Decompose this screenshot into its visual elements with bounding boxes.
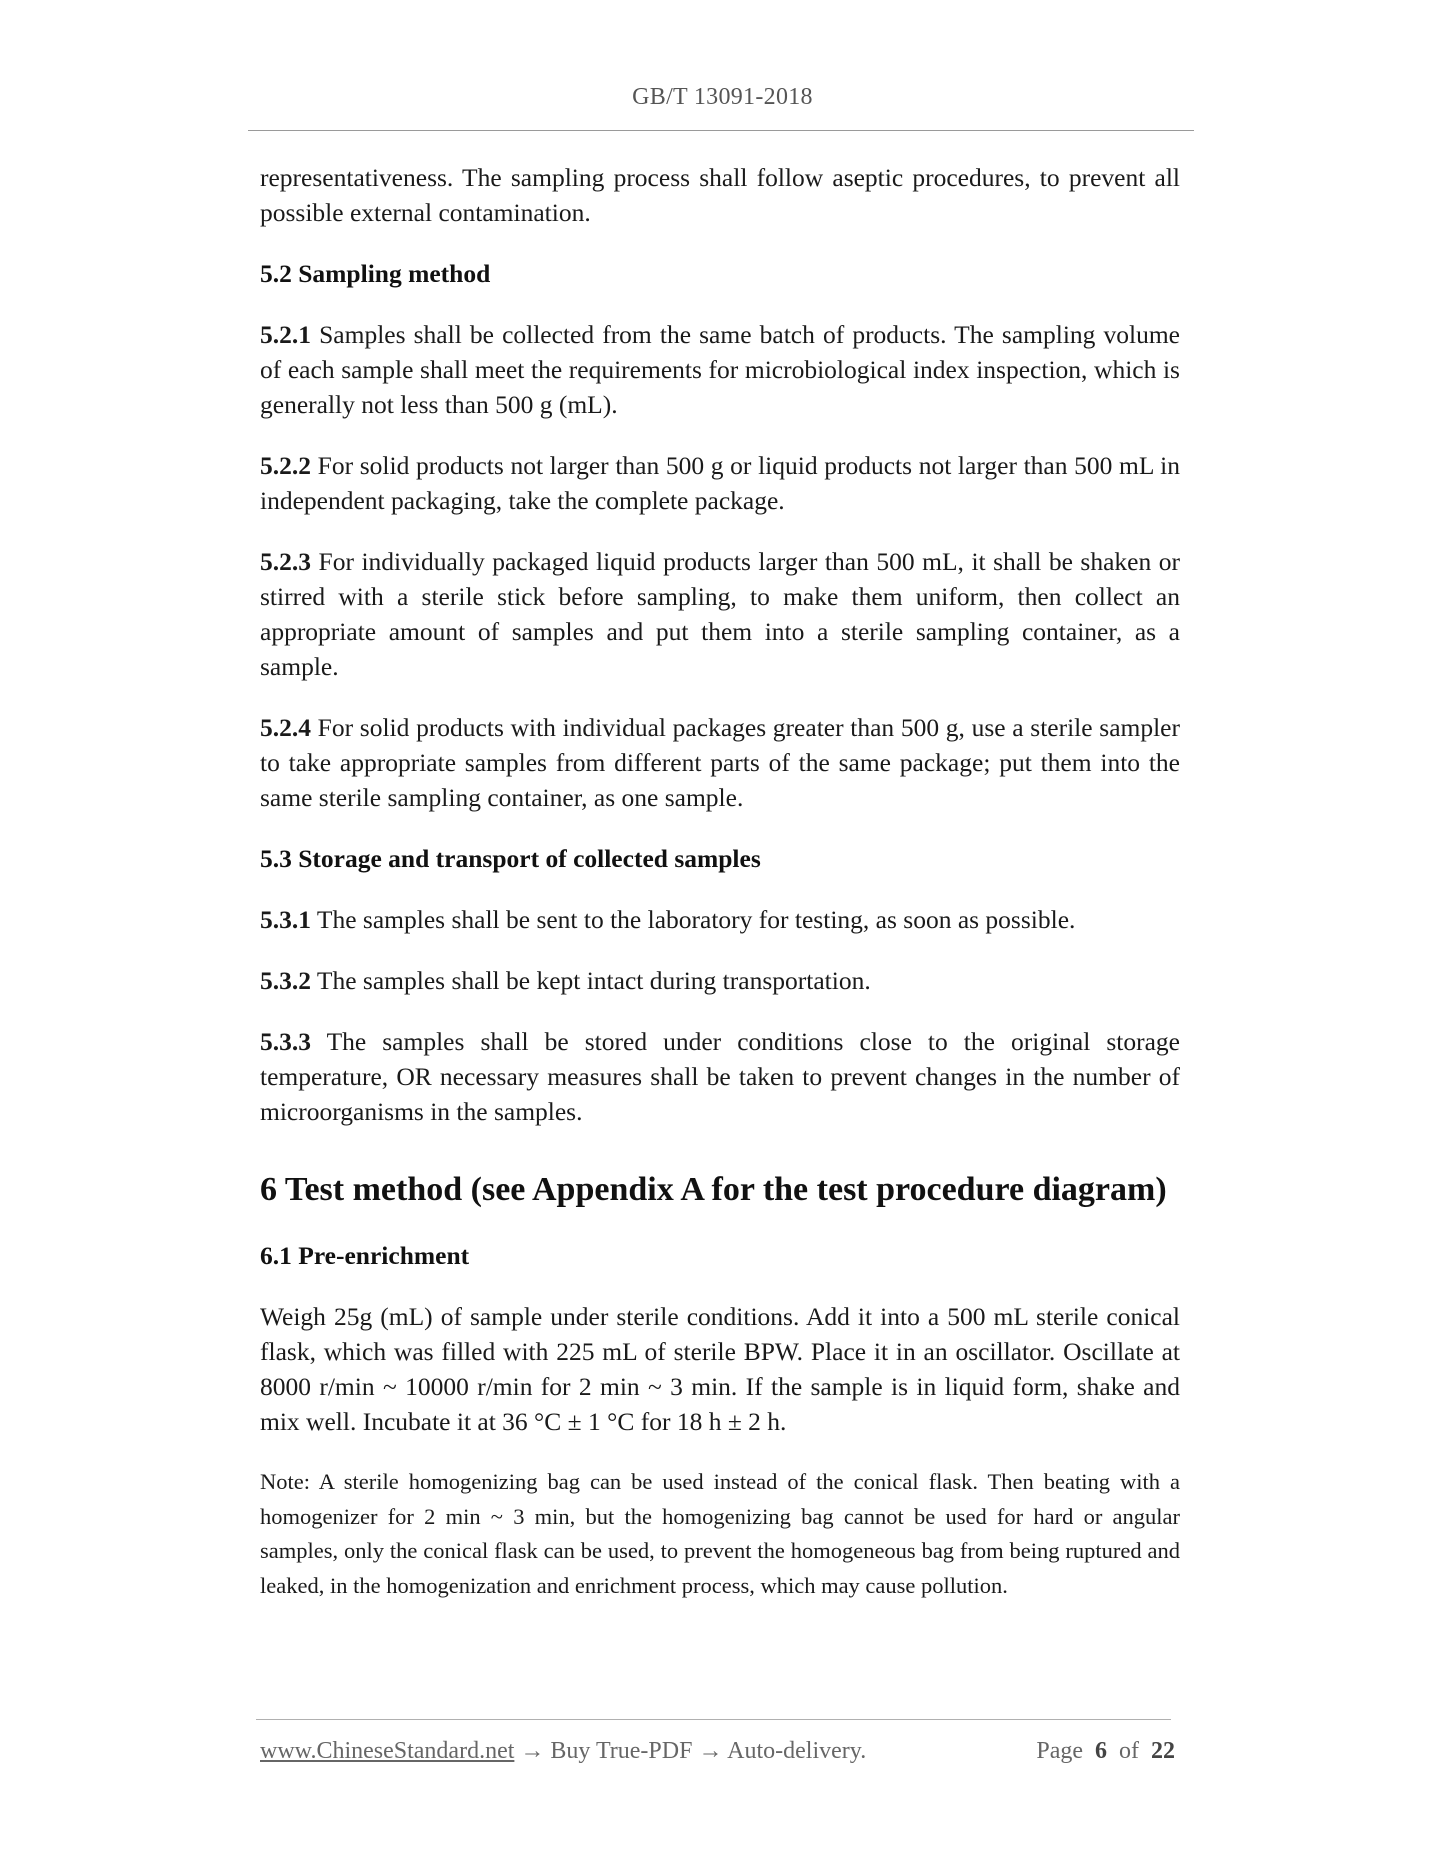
website-link[interactable]: www.ChineseStandard.net	[260, 1738, 515, 1764]
clause-5-3-1	[260, 902, 1180, 937]
clause-5-3-3	[260, 1024, 1180, 1129]
page-footer	[260, 1738, 1175, 1772]
total-pages: 22	[1151, 1738, 1175, 1764]
clause-number: 5.2.3	[260, 547, 311, 576]
clause-text: For individually packaged liquid products larger than 500 mL, it shall be shaken or stirred with a sterile stick before sampling, to make them uniform, then collect an appropriate amount of samples and put them into a sterile sampling container, as a sample.	[260, 547, 1180, 681]
clause-5-2-1	[260, 317, 1180, 422]
buy-pdf-text: Buy True-PDF	[550, 1738, 693, 1764]
page-content	[260, 160, 1180, 1603]
heading-5-3: 5.3 Storage and transport of collected samples	[260, 844, 761, 873]
clause-text: For solid products with individual packages greater than 500 g, use a sterile sampler to take appropriate samples from different parts of the same package; put them into the same sterile sampling container, as one sample.	[260, 713, 1180, 812]
clause-5-3-2	[260, 963, 1180, 998]
of-label: of	[1119, 1738, 1139, 1764]
clause-number: 5.2.1	[260, 320, 311, 349]
clause-text: The samples shall be kept intact during transportation.	[311, 966, 871, 995]
arrow-icon: →	[514, 1738, 551, 1764]
header-divider	[248, 130, 1194, 131]
paragraph-6-1: Weigh 25g (mL) of sample under sterile conditions. Add it into a 500 mL sterile conical flask, which was filled with 225 mL of sterile BPW. Place it in an oscillator. Oscillate at 8000 r/min ~ 10000 r/min for 2 min ~ 3 min. If the sample is in liquid form, shake and mix well. Incubate it at 36 °C ± 1 °C for 18 h ± 2 h.	[260, 1302, 1180, 1436]
header-standard-number: GB/T 13091-2018	[632, 84, 813, 110]
clause-number: 5.2.2	[260, 451, 311, 480]
auto-delivery-text: Auto-delivery.	[727, 1738, 867, 1764]
clause-number: 5.3.2	[260, 966, 311, 995]
clause-number: 5.3.1	[260, 905, 311, 934]
arrow-icon: →	[692, 1738, 728, 1764]
heading-6-1: 6.1 Pre-enrichment	[260, 1241, 470, 1270]
page-label: Page	[1036, 1738, 1083, 1764]
current-page: 6	[1095, 1738, 1107, 1764]
clause-text: The samples shall be sent to the laboratory for testing, as soon as possible.	[311, 905, 1076, 934]
note-paragraph: Note: A sterile homogenizing bag can be used instead of the conical flask. Then beating with a homogenizer for 2 min ~ 3 min, but the homogenizing bag cannot be used for hard or angular samples, only the conical flask can be used, to prevent the homogeneous bag from being ruptured and leaked, in the homogenization and enrichment process, which may cause pollution.	[260, 1469, 1180, 1598]
clause-number: 5.3.3	[260, 1027, 311, 1056]
paragraph-intro: representativeness. The sampling process shall follow aseptic procedures, to prevent all possible external contamination.	[260, 163, 1180, 227]
page-number	[1036, 1738, 1175, 1765]
clause-text: The samples shall be stored under conditions close to the original storage temperature, OR necessary measures shall be taken to prevent changes in the number of microorganisms in the samples.	[260, 1027, 1180, 1126]
heading-5-2: 5.2 Sampling method	[260, 259, 491, 288]
clause-5-2-2	[260, 448, 1180, 518]
clause-text: Samples shall be collected from the same batch of products. The sampling volume of each sample shall meet the requirements for microbiological index inspection, which is generally not less than 500 g (mL).	[260, 320, 1180, 419]
heading-6-test-method: 6 Test method (see Appendix A for the test procedure diagram)	[260, 1171, 1167, 1208]
clause-number: 5.2.4	[260, 713, 311, 742]
clause-text: For solid products not larger than 500 g or liquid products not larger than 500 mL in independent packaging, take the complete package.	[260, 451, 1180, 515]
footer-promo	[260, 1738, 866, 1765]
clause-5-2-3	[260, 544, 1180, 684]
footer-divider	[256, 1719, 1171, 1720]
clause-5-2-4	[260, 710, 1180, 815]
